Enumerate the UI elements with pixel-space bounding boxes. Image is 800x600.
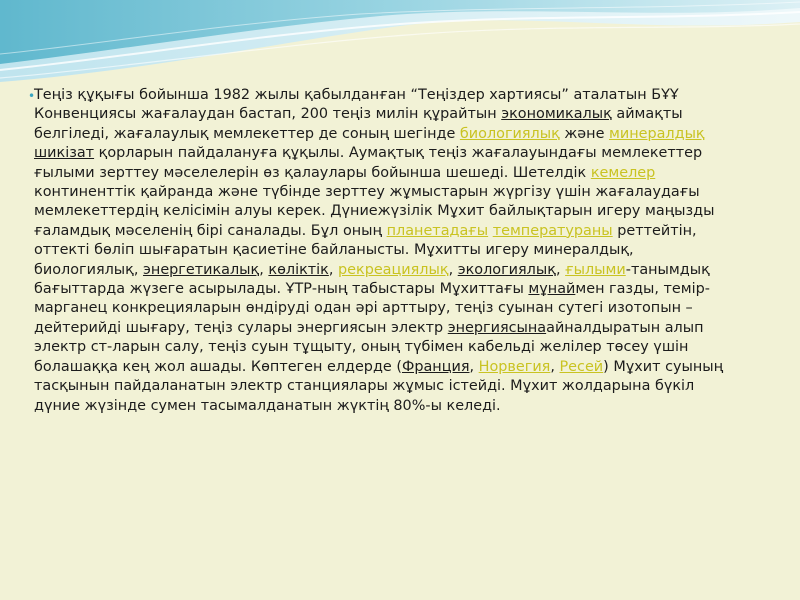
hyperlink[interactable]: рекреациялық <box>338 261 449 278</box>
hyperlink[interactable]: Ресей <box>559 358 604 375</box>
hyperlink[interactable]: Норвегия <box>478 358 551 375</box>
text-run: , <box>469 358 479 375</box>
body-text-block <box>28 86 724 416</box>
text-run: Теңіз құқығы бойынша 1982 жылы қабылданған “Теңіздер хартиясы” аталатын БҰҰ Конвенциясы жағалаудан бастап, 200 теңіз милін құрайтын <box>34 87 679 123</box>
text-run: және <box>559 125 609 142</box>
text-run: айналдыратын алып электр ст-ларын салу, теңіз суын тұщыту, оның түбімен кабельді желілер төсеу үшін болашаққа кең жол ашады. Көптеген елдерде ( <box>34 319 704 375</box>
text-run: мен газды, темір-марганец конкрецияларын өндіруді одан әрі арттыру, теңіз суынан сутегі изотопын – дейтерийді шығару, теңіз сулары энергиясын электр <box>34 281 710 336</box>
header-wave-decoration <box>0 0 800 90</box>
hyperlink[interactable]: шикізат <box>34 145 95 162</box>
hyperlink[interactable]: минералдық <box>609 125 705 142</box>
text-run: , <box>259 261 269 278</box>
text-run: ) Мұхит суының тасқынын пайдаланатын электр станциялары жұмыс істейді. Мұхит жолдарына бүкіл дүние жүзінде сумен тасымалданатын жүктің 80%-ы келеді. <box>34 358 724 414</box>
hyperlink[interactable]: экономикалық <box>501 106 612 123</box>
bullet-icon: • <box>28 89 36 103</box>
text-run: , <box>448 261 458 278</box>
text-run: континенттік қайранда және түбінде зерттеу жұмыстарын жүргізу үшін жағалаудағы мемлекеттердің келісімін алуы керек. Дүниежүзілік Мұхит байлықтарын игеру маңызды ғаламдық мәселенің бірі саналады. Бұл оның <box>34 184 715 239</box>
text-run: , <box>555 261 566 278</box>
hyperlink[interactable]: планетадағы <box>386 222 489 239</box>
body-paragraph <box>34 86 724 416</box>
hyperlink[interactable]: температураны <box>492 222 613 239</box>
hyperlink[interactable]: кемелер <box>590 164 656 181</box>
text-run: -танымдық бағыттарда жүзеге асырылады. ҰТР-ның табыстары Мұхиттағы <box>34 261 710 298</box>
hyperlink[interactable]: мұнай <box>528 281 576 298</box>
hyperlink[interactable]: биологиялық <box>459 125 560 142</box>
text-run: , <box>550 358 560 375</box>
text-run: реттейтін, оттекті бөліп шығаратын қасиетіне байланысты. Мұхитты игеру минералдық, биологиялық, <box>34 222 697 278</box>
text-run: аймақты белгіледі, жағалаулық мемлекеттер де соның шегінде <box>34 106 683 142</box>
text-run: қорларын пайдалануға құқылы. Аумақтық теңіз жағалауындағы мемлекеттер ғылыми зерттеу мәселелерін өз қалаулары бойынша шешеді. Шетелдік <box>34 145 703 181</box>
hyperlink[interactable]: Франция <box>401 358 470 375</box>
hyperlink[interactable]: энергетикалық <box>143 261 260 278</box>
hyperlink[interactable]: энергиясына <box>447 319 547 336</box>
hyperlink[interactable]: экологиялық <box>457 261 556 278</box>
hyperlink[interactable]: көліктік <box>268 261 329 278</box>
hyperlink[interactable]: ғылыми <box>565 261 626 278</box>
text-run: , <box>328 261 339 278</box>
